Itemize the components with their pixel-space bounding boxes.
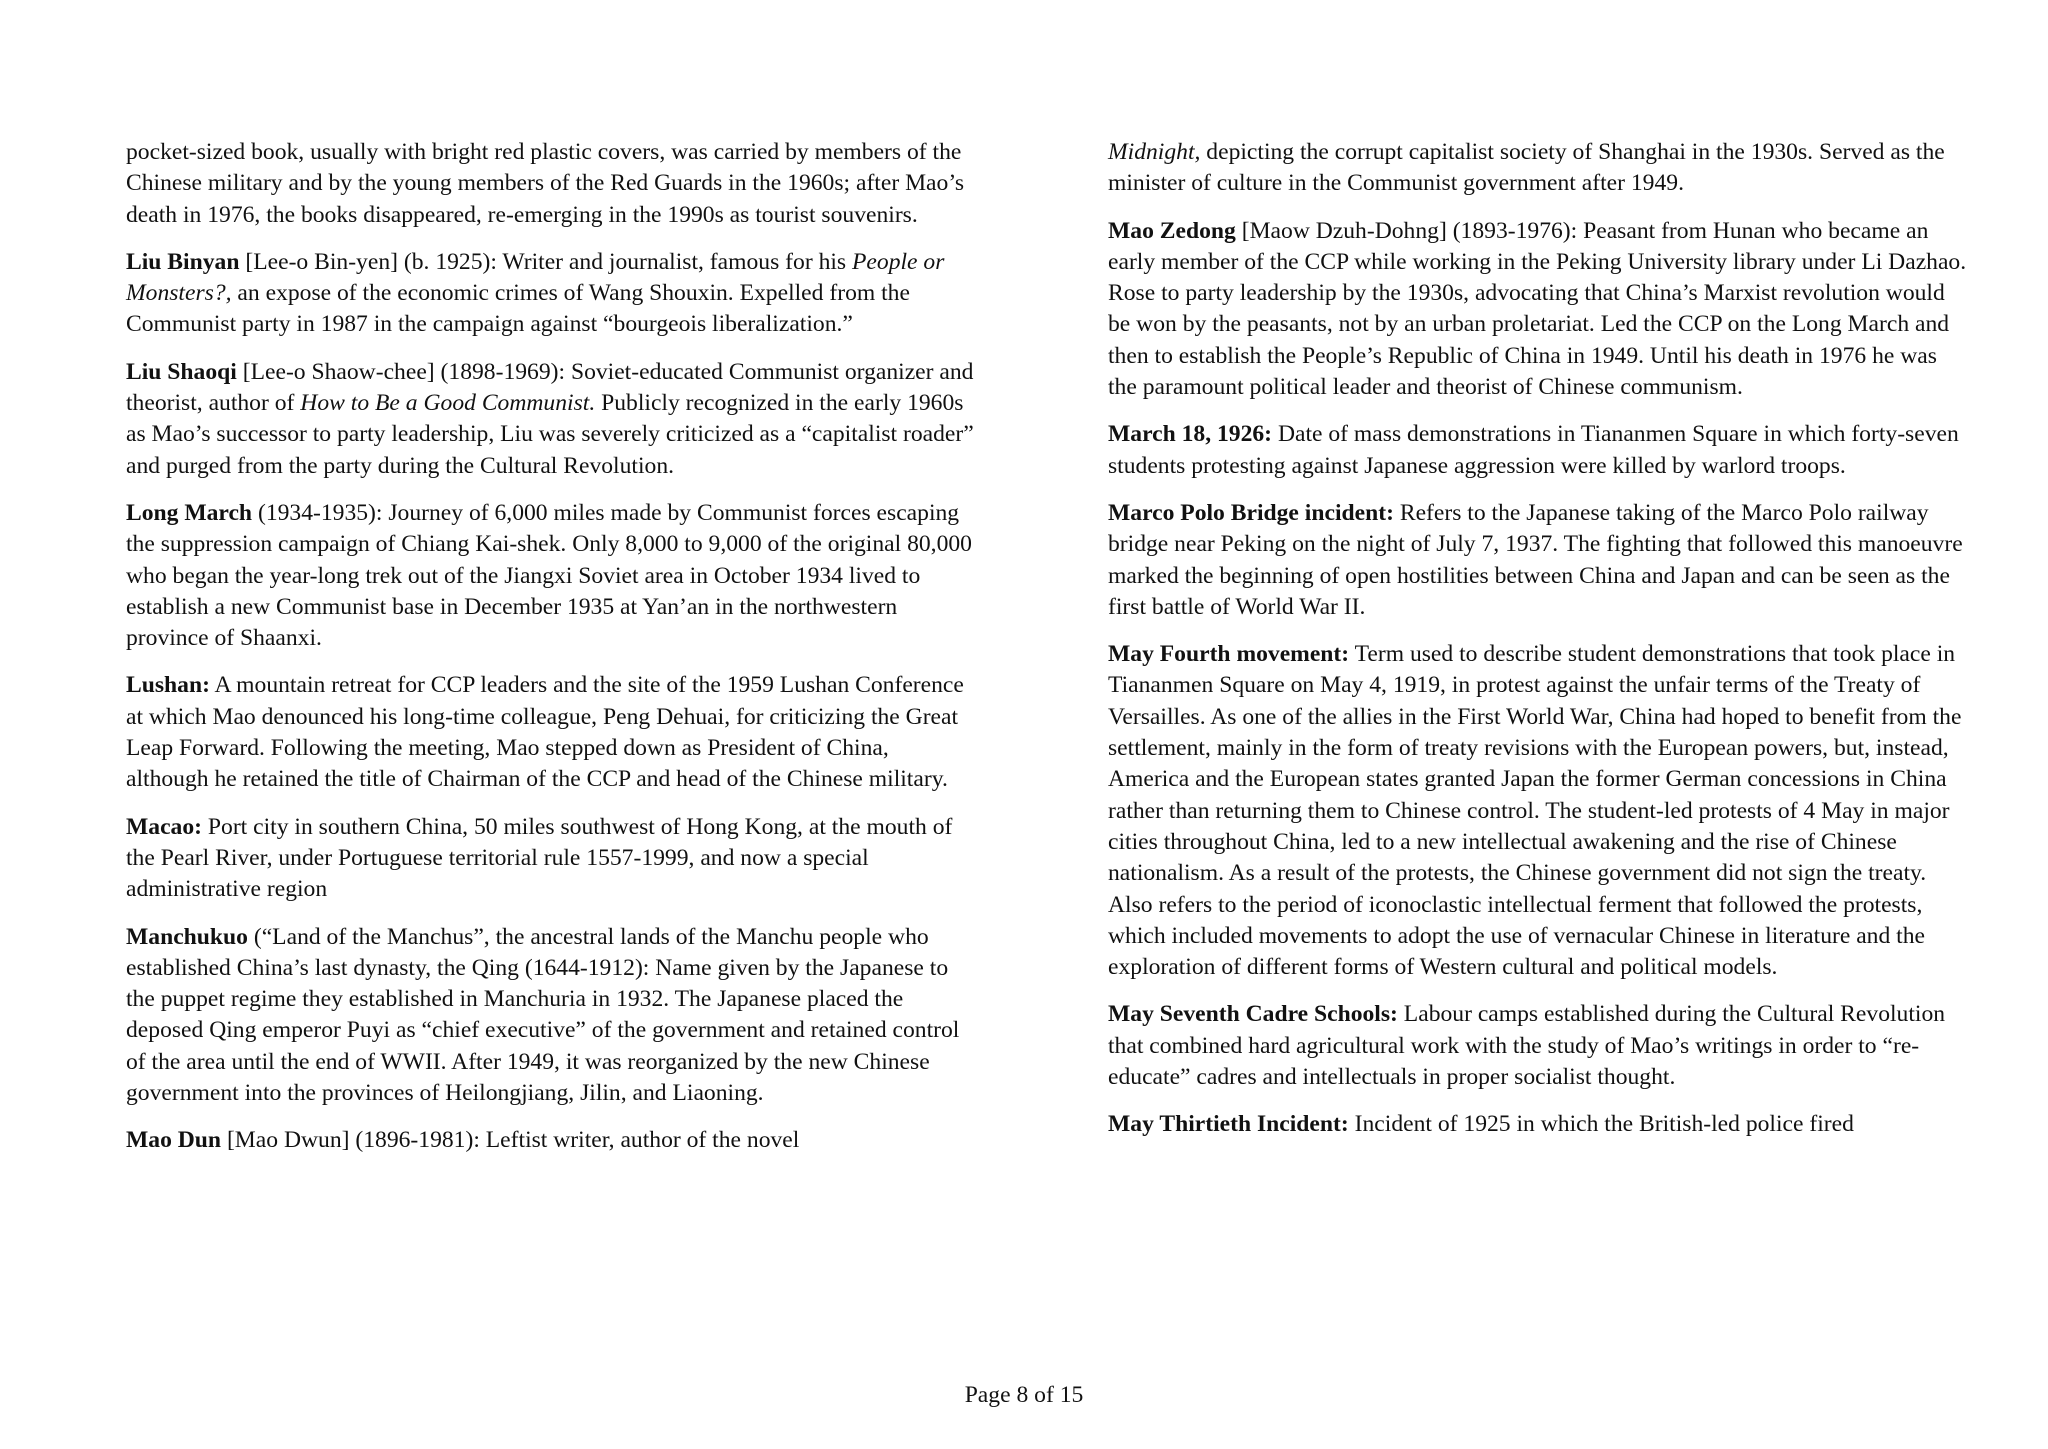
page-number: Page 8 of 15 [964, 1382, 1084, 1408]
entry-italic-title: Midnight, [1108, 139, 1201, 165]
entry-term: Long March [126, 499, 253, 526]
glossary-entry-manchukuo [126, 922, 976, 1110]
entry-text: Date of mass demonstrations in Tiananmen Square in which forty-seven students protesting against Japanese aggression were killed by warlord troops. [1108, 421, 1959, 479]
glossary-entry-mao-zedong [1108, 216, 1968, 404]
entry-text: Term used to describe student demonstrations that took place in Tiananmen Square on May 4, 1919, in protest against the unfair terms of the Treaty of Versailles. As one of the allies in the First World War, China had hoped to benefit from the settlement, mainly in the form of treaty revisions with the European powers, but, instead, America and the European states granted Japan the former German concessions in China rather than returning them to Chinese control. The student-led protests of 4 May in major cities throughout China, led to a new intellectual awakening and the rise of Chinese nationalism. As a result of the protests, the Chinese government did not sign the treaty. Also refers to the period of iconoclastic intellectual ferment that followed the protests, which included movements to adopt the use of vernacular Chinese in literature and the exploration of different forms of Western cultural and political models. [1108, 641, 1962, 981]
entry-text: Publicly recognized in the early 1960s as Mao’s successor to party leadership, Liu was severely criticized as a “capitalist roader” and purged from the party during the Cultural Revolution. [126, 390, 974, 479]
entry-text: [Maow Dzuh-Dohng] (1893-1976): Peasant from Hunan who became an early member of the CCP while working in the Peking University library under Li Dazhao. Rose to party leadership by the 1930s, advocating that China’s Marxist revolution would be won by the peasants, not by an urban proletariat. Led the CCP on the Long March and then to establish the People’s Republic of China in 1949. Until his death in 1976 he was the paramount political leader and theorist of Chinese communism. [1108, 217, 1967, 401]
entry-term: May Seventh Cadre Schools: [1108, 1001, 1398, 1028]
glossary-entry-marco-polo-bridge [1108, 498, 1968, 623]
entry-text: A mountain retreat for CCP leaders and the site of the 1959 Lushan Conference at which Mao denounced his long-time colleague, Peng Dehuai, for criticizing the Great Leap Forward. Following the meeting, Mao stepped down as President of China, although he retained the title of Chairman of the CCP and head of the Chinese military. [126, 672, 964, 793]
glossary-entry-may-seventh [1108, 999, 1968, 1093]
entry-text: [Lee-o Shaow-chee] (1898-1969): Soviet-educated Communist organizer and theorist, author of [126, 358, 974, 417]
glossary-entry-long-march [126, 498, 976, 654]
entry-text: (“Land of the Manchus”, the ancestral lands of the Manchu people who established China’s last dynasty, the Qing (1644-1912): Name given by the Japanese to the puppet regime they established in Manchuria in 1932. The Japanese placed the deposed Qing emperor Puyi as “chief executive” of the government and retained control of the area until the end of WWII. After 1949, it was reorganized by the new Chinese government into the provinces of Heilongjiang, Jilin, and Liaoning. [126, 923, 960, 1107]
entry-term: Lushan: [126, 672, 210, 699]
entry-text: [Lee-o Bin-yen] (b. 1925): Writer and journalist, famous for his [239, 248, 853, 275]
entry-text: pocket-sized book, usually with bright red plastic covers, was carried by members of the Chinese military and by the young members of the Red Guards in the 1960s; after Mao’s death in 1976, the books disappeared, re-emerging in the 1990s as tourist souvenirs. [126, 139, 965, 228]
entry-text: [Mao Dwun] (1896-1981): Leftist writer, author of the novel [221, 1127, 800, 1154]
entry-italic-title: How to Be a Good Communist. [300, 390, 596, 417]
entry-text: Labour camps established during the Cultural Revolution that combined hard agricultural work with the study of Mao’s writings in order to “re-educate” cadres and intellectuals in proper socialist thought. [1108, 1001, 1946, 1091]
entry-term: Liu Binyan [126, 248, 240, 275]
entry-term: May Thirtieth Incident: [1108, 1111, 1349, 1138]
glossary-entry-liu-shaoqi [126, 357, 976, 482]
entry-term: May Fourth movement: [1108, 641, 1350, 668]
entry-text: Port city in southern China, 50 miles southwest of Hong Kong, at the mouth of the Pearl River, under Portuguese territorial rule 1557-1999, and now a special administrative region [126, 813, 953, 903]
entry-text: Incident of 1925 in which the British-led police fired [1348, 1111, 1854, 1138]
entry-term: Mao Dun [126, 1127, 222, 1154]
left-column [126, 137, 976, 1173]
glossary-entry-cont [126, 137, 976, 231]
glossary-entry-lushan [126, 670, 976, 795]
entry-term: Macao: [126, 813, 202, 840]
right-column [1108, 137, 1968, 1157]
entry-term: Liu Shaoqi [126, 358, 237, 385]
entry-italic-title: People or Monsters?, [126, 248, 945, 307]
glossary-entry-mao-dun [126, 1125, 976, 1156]
glossary-entry-may-thirtieth [1108, 1109, 1968, 1140]
glossary-entry-march-18-1926 [1108, 419, 1968, 482]
entry-term: Marco Polo Bridge incident: [1108, 499, 1394, 526]
entry-term: Manchukuo [126, 923, 248, 950]
glossary-entry-may-fourth [1108, 639, 1968, 983]
entry-text: (1934-1935): Journey of 6,000 miles made by Communist forces escaping the suppression campaign of Chiang Kai-shek. Only 8,000 to 9,000 of the original 80,000 who began the year-long trek out of the Jiangxi Soviet area in October 1934 lived to establish a new Communist base in December 1935 at Yan’an in the northwestern province of Shaanxi. [126, 499, 972, 652]
entry-text: depicting the corrupt capitalist society of Shanghai in the 1930s. Served as the minister of culture in the Communist government after 1949. [1108, 139, 1945, 197]
glossary-entry-mao-dun-cont [1108, 137, 1968, 200]
entry-term: March 18, 1926: [1108, 421, 1273, 448]
glossary-entry-liu-binyan [126, 247, 976, 341]
entry-text: an expose of the economic crimes of Wang Shouxin. Expelled from the Communist party in 1987 in the campaign against “bourgeois liberalization.” [126, 280, 910, 338]
entry-text: Refers to the Japanese taking of the Marco Polo railway bridge near Peking on the night of July 7, 1937. The fighting that followed this manoeuvre marked the beginning of open hostilities between China and Japan and can be seen as the first battle of World War II. [1108, 499, 1963, 620]
glossary-entry-macao [126, 812, 976, 906]
entry-term: Mao Zedong [1108, 217, 1236, 244]
